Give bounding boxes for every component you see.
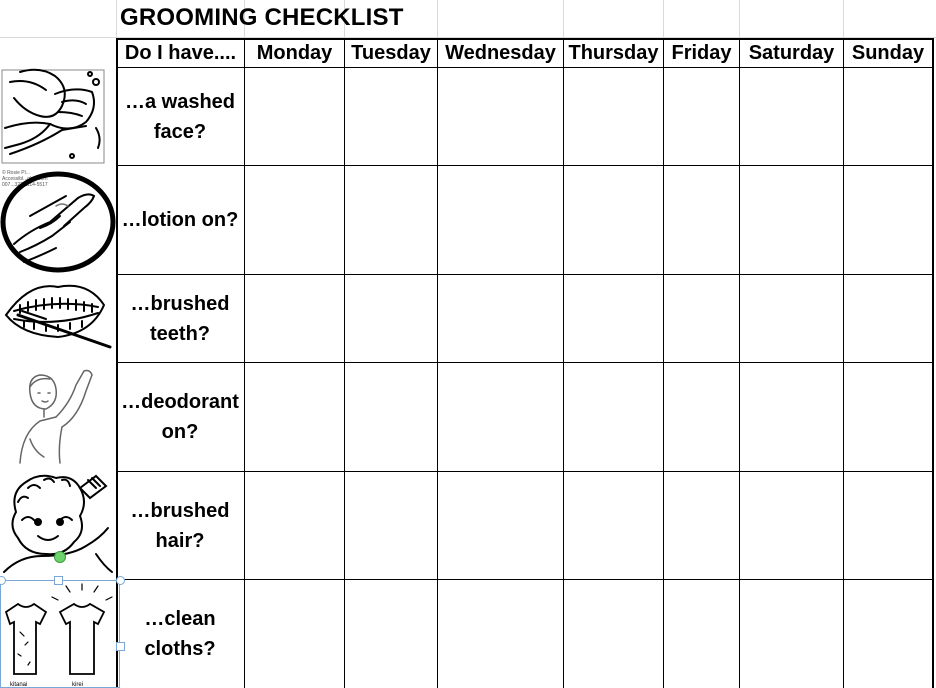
- row-label-line: teeth?: [150, 322, 210, 345]
- checklist-cell-wednesday-5[interactable]: [438, 472, 563, 579]
- checklist-cell-tuesday-1[interactable]: [345, 68, 437, 165]
- grid-line: [739, 0, 740, 38]
- checklist-cell-tuesday-5[interactable]: [345, 472, 437, 579]
- checklist-cell-monday-4[interactable]: [245, 363, 344, 471]
- checklist-cell-friday-1[interactable]: [664, 68, 739, 165]
- header-thursday: Thursday: [568, 41, 659, 64]
- checklist-cell-thursday-5[interactable]: [564, 472, 663, 579]
- checklist-cell-sunday-4[interactable]: [844, 363, 932, 471]
- checklist-cell-monday-6[interactable]: [245, 580, 344, 688]
- brushing-hair-icon[interactable]: [0, 472, 116, 579]
- checklist-cell-thursday-6[interactable]: [564, 580, 663, 688]
- grid-line: [437, 0, 438, 38]
- checklist-cell-saturday-1[interactable]: [740, 68, 843, 165]
- checklist-cell-wednesday-2[interactable]: [438, 166, 563, 274]
- row-label-washed-face: [116, 68, 244, 165]
- header-saturday: Saturday: [748, 41, 835, 64]
- checklist-cell-saturday-6[interactable]: [740, 580, 843, 688]
- checklist-cell-tuesday-4[interactable]: [345, 363, 437, 471]
- shirt-label-dirty: kitanai: [10, 682, 28, 688]
- checklist-cell-tuesday-6[interactable]: [345, 580, 437, 688]
- checklist-cell-wednesday-6[interactable]: [438, 580, 563, 688]
- checklist-cell-thursday-1[interactable]: [564, 68, 663, 165]
- row-label-line: face?: [153, 120, 207, 143]
- checklist-cell-friday-6[interactable]: [664, 580, 739, 688]
- checklist-cell-sunday-3[interactable]: [844, 275, 932, 362]
- grid-line: [843, 0, 844, 38]
- row-label-line: …brushed: [130, 292, 230, 315]
- sheet-title: GROOMING CHECKLIST: [120, 4, 404, 31]
- checklist-cell-saturday-5[interactable]: [740, 472, 843, 579]
- header-sunday: Sunday: [851, 41, 925, 64]
- checklist-cell-sunday-2[interactable]: [844, 166, 932, 274]
- shirt-label-clean: kirei: [72, 682, 84, 688]
- checklist-cell-sunday-1[interactable]: [844, 68, 932, 165]
- header-do-i-have: Do I have....: [124, 41, 237, 64]
- checklist-cell-sunday-5[interactable]: [844, 472, 932, 579]
- row-label-line: …a washed: [124, 90, 236, 113]
- row-label-brushed-hair: [116, 472, 244, 579]
- table-border-right: [932, 38, 934, 688]
- brushing-teeth-icon: [0, 275, 116, 362]
- checklist-cell-monday-2[interactable]: [245, 166, 344, 274]
- checklist-cell-wednesday-1[interactable]: [438, 68, 563, 165]
- clean-clothes-icon: [0, 582, 118, 688]
- checklist-cell-tuesday-2[interactable]: [345, 166, 437, 274]
- row-label-clean-clothes: [116, 580, 244, 688]
- row-label-deodorant: [116, 363, 244, 471]
- row-label-line: on?: [161, 421, 199, 443]
- checklist-cell-saturday-4[interactable]: [740, 363, 843, 471]
- row-label-line: …deodorant: [121, 391, 239, 413]
- checklist-cell-sunday-6[interactable]: [844, 580, 932, 688]
- header-wednesday: Wednesday: [445, 41, 556, 64]
- checklist-cell-monday-3[interactable]: [245, 275, 344, 362]
- checklist-cell-wednesday-3[interactable]: [438, 275, 563, 362]
- checklist-cell-saturday-3[interactable]: [740, 275, 843, 362]
- checklist-cell-thursday-2[interactable]: [564, 166, 663, 274]
- checklist-cell-monday-5[interactable]: [245, 472, 344, 579]
- checklist-cell-friday-5[interactable]: [664, 472, 739, 579]
- row-label-line: cloths?: [144, 638, 216, 660]
- header-monday: Monday: [256, 41, 333, 64]
- row-label-lotion: [116, 166, 244, 274]
- grid-line: [116, 0, 117, 38]
- deodorant-icon: [0, 363, 116, 471]
- checklist-cell-monday-1[interactable]: [245, 68, 344, 165]
- checklist-cell-friday-3[interactable]: [664, 275, 739, 362]
- checklist-cell-friday-4[interactable]: [664, 363, 739, 471]
- checklist-cell-wednesday-4[interactable]: [438, 363, 563, 471]
- svg-text:Accessibl...ghts.com: Accessibl...ghts.com: [2, 176, 48, 182]
- row-label-line: …lotion on?: [121, 209, 239, 231]
- row-label-brushed-teeth: [116, 275, 244, 362]
- lotion-hands-icon: [0, 166, 116, 274]
- checklist-cell-thursday-4[interactable]: [564, 363, 663, 471]
- row-label-line: …brushed: [130, 499, 230, 522]
- checklist-cell-saturday-2[interactable]: [740, 166, 843, 274]
- grid-line: [663, 0, 664, 38]
- svg-text:007...322-1114-5517: 007...322-1114-5517: [2, 182, 48, 188]
- row-label-line: …clean: [144, 608, 216, 630]
- grid-line: [563, 0, 564, 38]
- row-label-line: hair?: [155, 529, 205, 552]
- copyright-text: © Rosie Pl...: [2, 170, 30, 176]
- washing-face-icon: [0, 68, 106, 165]
- rotate-handle[interactable]: [54, 551, 66, 563]
- checklist-cell-tuesday-3[interactable]: [345, 275, 437, 362]
- header-friday: Friday: [671, 41, 732, 64]
- checklist-cell-thursday-3[interactable]: [564, 275, 663, 362]
- checklist-cell-friday-2[interactable]: [664, 166, 739, 274]
- header-tuesday: Tuesday: [351, 41, 431, 64]
